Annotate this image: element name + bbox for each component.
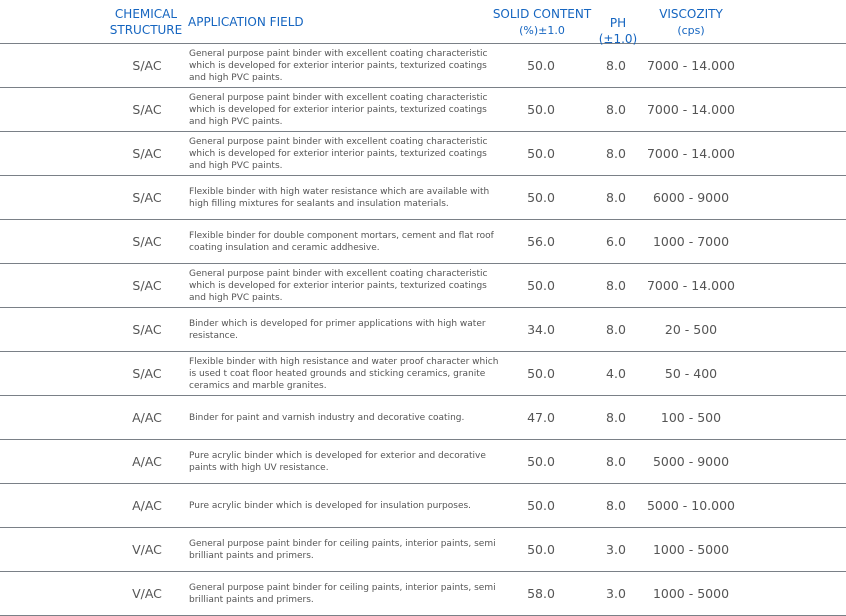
cell-application-field-text: General purpose paint binder for ceiling paints, interior paints, semi brilliant paints and primers. (189, 538, 496, 561)
table-row (0, 176, 846, 220)
cell-viscosity (640, 132, 742, 175)
cell-solid-content (510, 176, 572, 219)
cell-application-field-text: Binder for paint and varnish industry and decorative coating. (189, 412, 465, 423)
cell-solid-content-text: 50.0 (527, 542, 555, 557)
cell-chemical-structure (112, 484, 182, 527)
cell-chemical-structure (112, 440, 182, 483)
cell-solid-content (510, 572, 572, 615)
cell-solid-content (510, 44, 572, 87)
table-row (0, 396, 846, 440)
cell-chemical-structure (112, 572, 182, 615)
cell-solid-content-text: 50.0 (527, 278, 555, 293)
cell-ph (592, 528, 640, 571)
cell-solid-content (510, 264, 572, 307)
cell-chemical-structure (112, 528, 182, 571)
cell-solid-content (510, 484, 572, 527)
cell-chemical-structure (112, 308, 182, 351)
cell-viscosity-text: 7000 - 14.000 (646, 278, 735, 293)
cell-application-field-text: Binder which is developed for primer applications with high water resistance. (189, 318, 486, 341)
cell-ph (592, 176, 640, 219)
cell-ph (592, 132, 640, 175)
table-row (0, 44, 846, 88)
table-row (0, 484, 846, 528)
cell-viscosity-text: 20 - 500 (664, 322, 718, 337)
cell-viscosity-text: 7000 - 14.000 (646, 146, 735, 161)
cell-solid-content (510, 132, 572, 175)
header-solid-content (492, 6, 592, 39)
cell-application-field (189, 88, 499, 131)
cell-ph (592, 396, 640, 439)
cell-application-field (189, 352, 499, 395)
cell-ph-text: 3.0 (606, 542, 626, 557)
header-solid-line2: (%)±1.0 (519, 24, 565, 37)
cell-solid-content (510, 396, 572, 439)
cell-ph (592, 44, 640, 87)
cell-viscosity (640, 396, 742, 439)
cell-solid-content-text: 50.0 (527, 366, 555, 381)
table-row (0, 220, 846, 264)
cell-solid-content (510, 528, 572, 571)
cell-chemical-structure (112, 176, 182, 219)
cell-chemical-structure (112, 220, 182, 263)
cell-viscosity-text: 100 - 500 (660, 410, 722, 425)
cell-application-field-text: General purpose paint binder with excellent coating characteristic which is developed for exterior interior paints, texturized coatings and high PVC paints. (189, 48, 488, 83)
cell-ph (592, 572, 640, 615)
cell-solid-content-text: 50.0 (527, 498, 555, 513)
cell-solid-content-text: 47.0 (527, 410, 555, 425)
cell-application-field-text: Flexible binder with high resistance and water proof character which is used t coat floor heated grounds and sticking ceramics, granite ceramics and marble granites. (189, 356, 499, 391)
cell-solid-content (510, 440, 572, 483)
cell-application-field (189, 220, 499, 263)
cell-solid-content (510, 352, 572, 395)
cell-solid-content-text: 50.0 (527, 454, 555, 469)
cell-chemical-structure-text: S/AC (132, 278, 162, 293)
cell-chemical-structure (112, 88, 182, 131)
cell-chemical-structure-text: S/AC (132, 102, 162, 117)
cell-application-field (189, 396, 499, 439)
cell-solid-content-text: 34.0 (527, 322, 555, 337)
cell-application-field-text: General purpose paint binder with excellent coating characteristic which is developed for exterior interior paints, texturized coatings and high PVC paints. (189, 136, 488, 171)
cell-ph-text: 8.0 (606, 322, 626, 337)
cell-application-field-text: General purpose paint binder for ceiling paints, interior paints, semi brilliant paints and primers. (189, 582, 496, 605)
cell-application-field-text: General purpose paint binder with excellent coating characteristic which is developed for exterior interior paints, texturized coatings and high PVC paints. (189, 268, 488, 303)
table-row (0, 132, 846, 176)
cell-ph-text: 8.0 (606, 278, 626, 293)
cell-solid-content-text: 50.0 (527, 190, 555, 205)
header-visc-line2: (cps) (677, 24, 705, 37)
cell-chemical-structure-text: V/AC (132, 542, 162, 557)
cell-viscosity (640, 44, 742, 87)
cell-viscosity (640, 484, 742, 527)
cell-viscosity (640, 528, 742, 571)
cell-application-field (189, 176, 499, 219)
table-row (0, 572, 846, 616)
cell-chemical-structure (112, 396, 182, 439)
header-chemical-structure (108, 6, 184, 38)
cell-solid-content (510, 220, 572, 263)
cell-application-field (189, 264, 499, 307)
cell-viscosity-text: 50 - 400 (664, 366, 718, 381)
header-visc-line1: VISCOZITY (659, 7, 723, 21)
cell-chemical-structure-text: A/AC (132, 498, 162, 513)
cell-solid-content-text: 50.0 (527, 102, 555, 117)
table-row (0, 528, 846, 572)
cell-application-field (189, 528, 499, 571)
cell-chemical-structure-text: A/AC (132, 410, 162, 425)
cell-application-field (189, 484, 499, 527)
cell-ph-text: 6.0 (606, 234, 626, 249)
cell-chemical-structure-text: S/AC (132, 366, 162, 381)
header-ph: PH (±1.0) (598, 16, 638, 46)
cell-solid-content-text: 58.0 (527, 586, 555, 601)
cell-ph-text: 3.0 (606, 586, 626, 601)
cell-application-field (189, 44, 499, 87)
cell-chemical-structure-text: A/AC (132, 454, 162, 469)
header-chemical-line1: CHEMICAL (114, 7, 178, 21)
cell-ph-text: 8.0 (606, 454, 626, 469)
cell-viscosity-text: 7000 - 14.000 (646, 58, 735, 73)
table-header (0, 0, 846, 44)
cell-solid-content-text: 50.0 (527, 146, 555, 161)
cell-chemical-structure-text: S/AC (132, 322, 162, 337)
header-application-field: APPLICATION FIELD (188, 15, 304, 29)
cell-application-field (189, 572, 499, 615)
header-viscosity (656, 6, 726, 39)
cell-ph (592, 88, 640, 131)
cell-ph (592, 220, 640, 263)
cell-chemical-structure-text: V/AC (132, 586, 162, 601)
header-solid-line1: SOLID CONTENT (492, 7, 592, 21)
cell-viscosity (640, 220, 742, 263)
cell-application-field (189, 132, 499, 175)
cell-solid-content-text: 50.0 (527, 58, 555, 73)
cell-viscosity (640, 88, 742, 131)
table-body (0, 44, 846, 616)
cell-chemical-structure-text: S/AC (132, 234, 162, 249)
cell-ph-text: 4.0 (606, 366, 626, 381)
cell-ph-text: 8.0 (606, 58, 626, 73)
cell-chemical-structure (112, 132, 182, 175)
cell-application-field-text: General purpose paint binder with excellent coating characteristic which is developed for exterior interior paints, texturized coatings and high PVC paints. (189, 92, 488, 127)
cell-ph (592, 308, 640, 351)
cell-application-field-text: Pure acrylic binder which is developed for exterior and decorative paints with high UV resistance. (189, 450, 486, 473)
table-row (0, 264, 846, 308)
cell-viscosity-text: 5000 - 10.000 (646, 498, 735, 513)
cell-chemical-structure-text: S/AC (132, 146, 162, 161)
cell-ph-text: 8.0 (606, 498, 626, 513)
cell-ph-text: 8.0 (606, 146, 626, 161)
table-row (0, 440, 846, 484)
cell-viscosity-text: 1000 - 7000 (652, 234, 730, 249)
cell-ph-text: 8.0 (606, 410, 626, 425)
cell-viscosity-text: 5000 - 9000 (652, 454, 730, 469)
cell-viscosity (640, 176, 742, 219)
cell-ph (592, 264, 640, 307)
cell-viscosity-text: 6000 - 9000 (652, 190, 730, 205)
cell-viscosity-text: 7000 - 14.000 (646, 102, 735, 117)
cell-chemical-structure-text: S/AC (132, 190, 162, 205)
cell-viscosity (640, 440, 742, 483)
cell-application-field-text: Pure acrylic binder which is developed for insulation purposes. (189, 500, 472, 511)
cell-chemical-structure (112, 352, 182, 395)
cell-viscosity (640, 352, 742, 395)
cell-chemical-structure (112, 264, 182, 307)
table-row (0, 88, 846, 132)
cell-viscosity (640, 264, 742, 307)
cell-solid-content-text: 56.0 (527, 234, 555, 249)
cell-application-field-text: Flexible binder for double component mortars, cement and flat roof coating insulation and ceramic addhesive. (189, 230, 494, 253)
cell-viscosity (640, 572, 742, 615)
cell-ph-text: 8.0 (606, 190, 626, 205)
cell-chemical-structure (112, 44, 182, 87)
cell-ph (592, 352, 640, 395)
cell-application-field (189, 440, 499, 483)
cell-viscosity-text: 1000 - 5000 (652, 542, 730, 557)
cell-viscosity-text: 1000 - 5000 (652, 586, 730, 601)
cell-ph (592, 484, 640, 527)
cell-chemical-structure-text: S/AC (132, 58, 162, 73)
cell-viscosity (640, 308, 742, 351)
header-chemical-line2: STRUCTURE (109, 23, 183, 37)
cell-application-field-text: Flexible binder with high water resistance which are available with high filling mixtures for sealants and insulation materials. (189, 186, 490, 209)
table-row (0, 308, 846, 352)
cell-ph (592, 440, 640, 483)
table-row (0, 352, 846, 396)
cell-ph-text: 8.0 (606, 102, 626, 117)
cell-solid-content (510, 308, 572, 351)
cell-application-field (189, 308, 499, 351)
cell-solid-content (510, 88, 572, 131)
